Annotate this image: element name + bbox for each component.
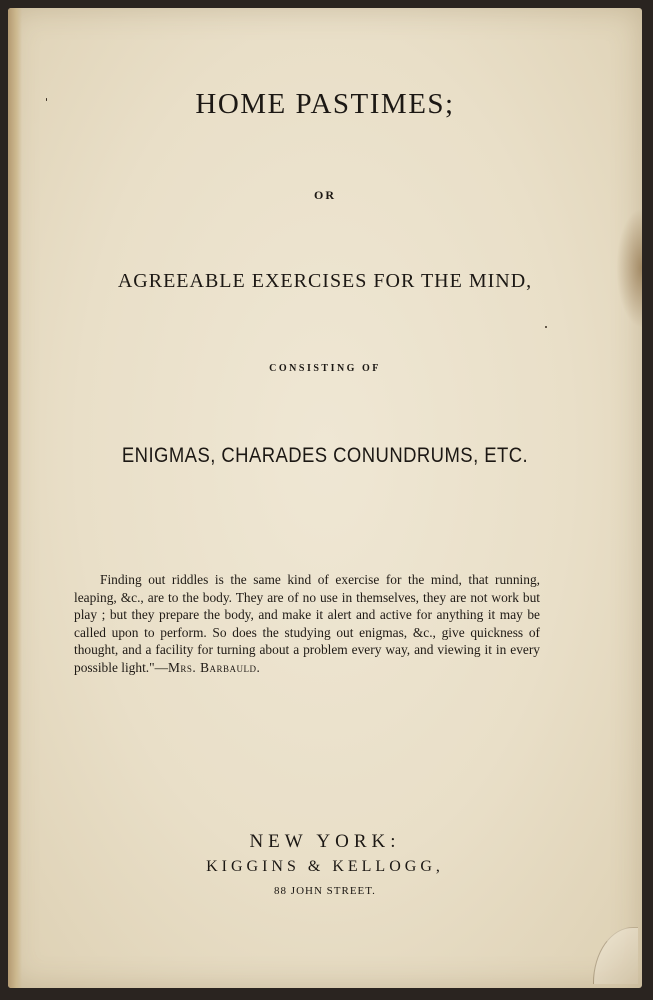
publisher-name: KIGGINS & KELLOGG, [206, 858, 444, 875]
book-subtitle: AGREEABLE EXERCISES FOR THE MIND, [117, 270, 533, 292]
or-connector: OR [314, 188, 336, 202]
book-title: HOME PASTIMES; [195, 88, 455, 120]
ink-speck [46, 98, 47, 101]
ink-speck [545, 326, 547, 328]
epigraph-author: Mrs. Barbauld. [168, 659, 261, 675]
consisting-of-label: CONSISTING OF [269, 363, 381, 374]
publisher-city: NEW YORK: [249, 831, 401, 852]
publisher-address: 88 JOHN STREET. [274, 885, 376, 897]
page-corner-curl [593, 927, 638, 984]
title-page [8, 8, 642, 988]
contents-line: ENIGMAS, CHARADES CONUNDRUMS, ETC. [121, 444, 529, 467]
epigraph-quote [74, 571, 540, 677]
page-stain [616, 208, 642, 328]
epigraph-text: Finding out riddles is the same kind of exercise for the mind, that running, leaping, &c., are to the body. They are of no use in themselves, they are not work but play ; but they prepare the body, and make it alert and active for anything it may be called upon to perform. So does the studying out enigmas, &c., give quickness of thought, and a facility for turning about a problem every way, and viewing it in every possible light."— [74, 572, 540, 675]
